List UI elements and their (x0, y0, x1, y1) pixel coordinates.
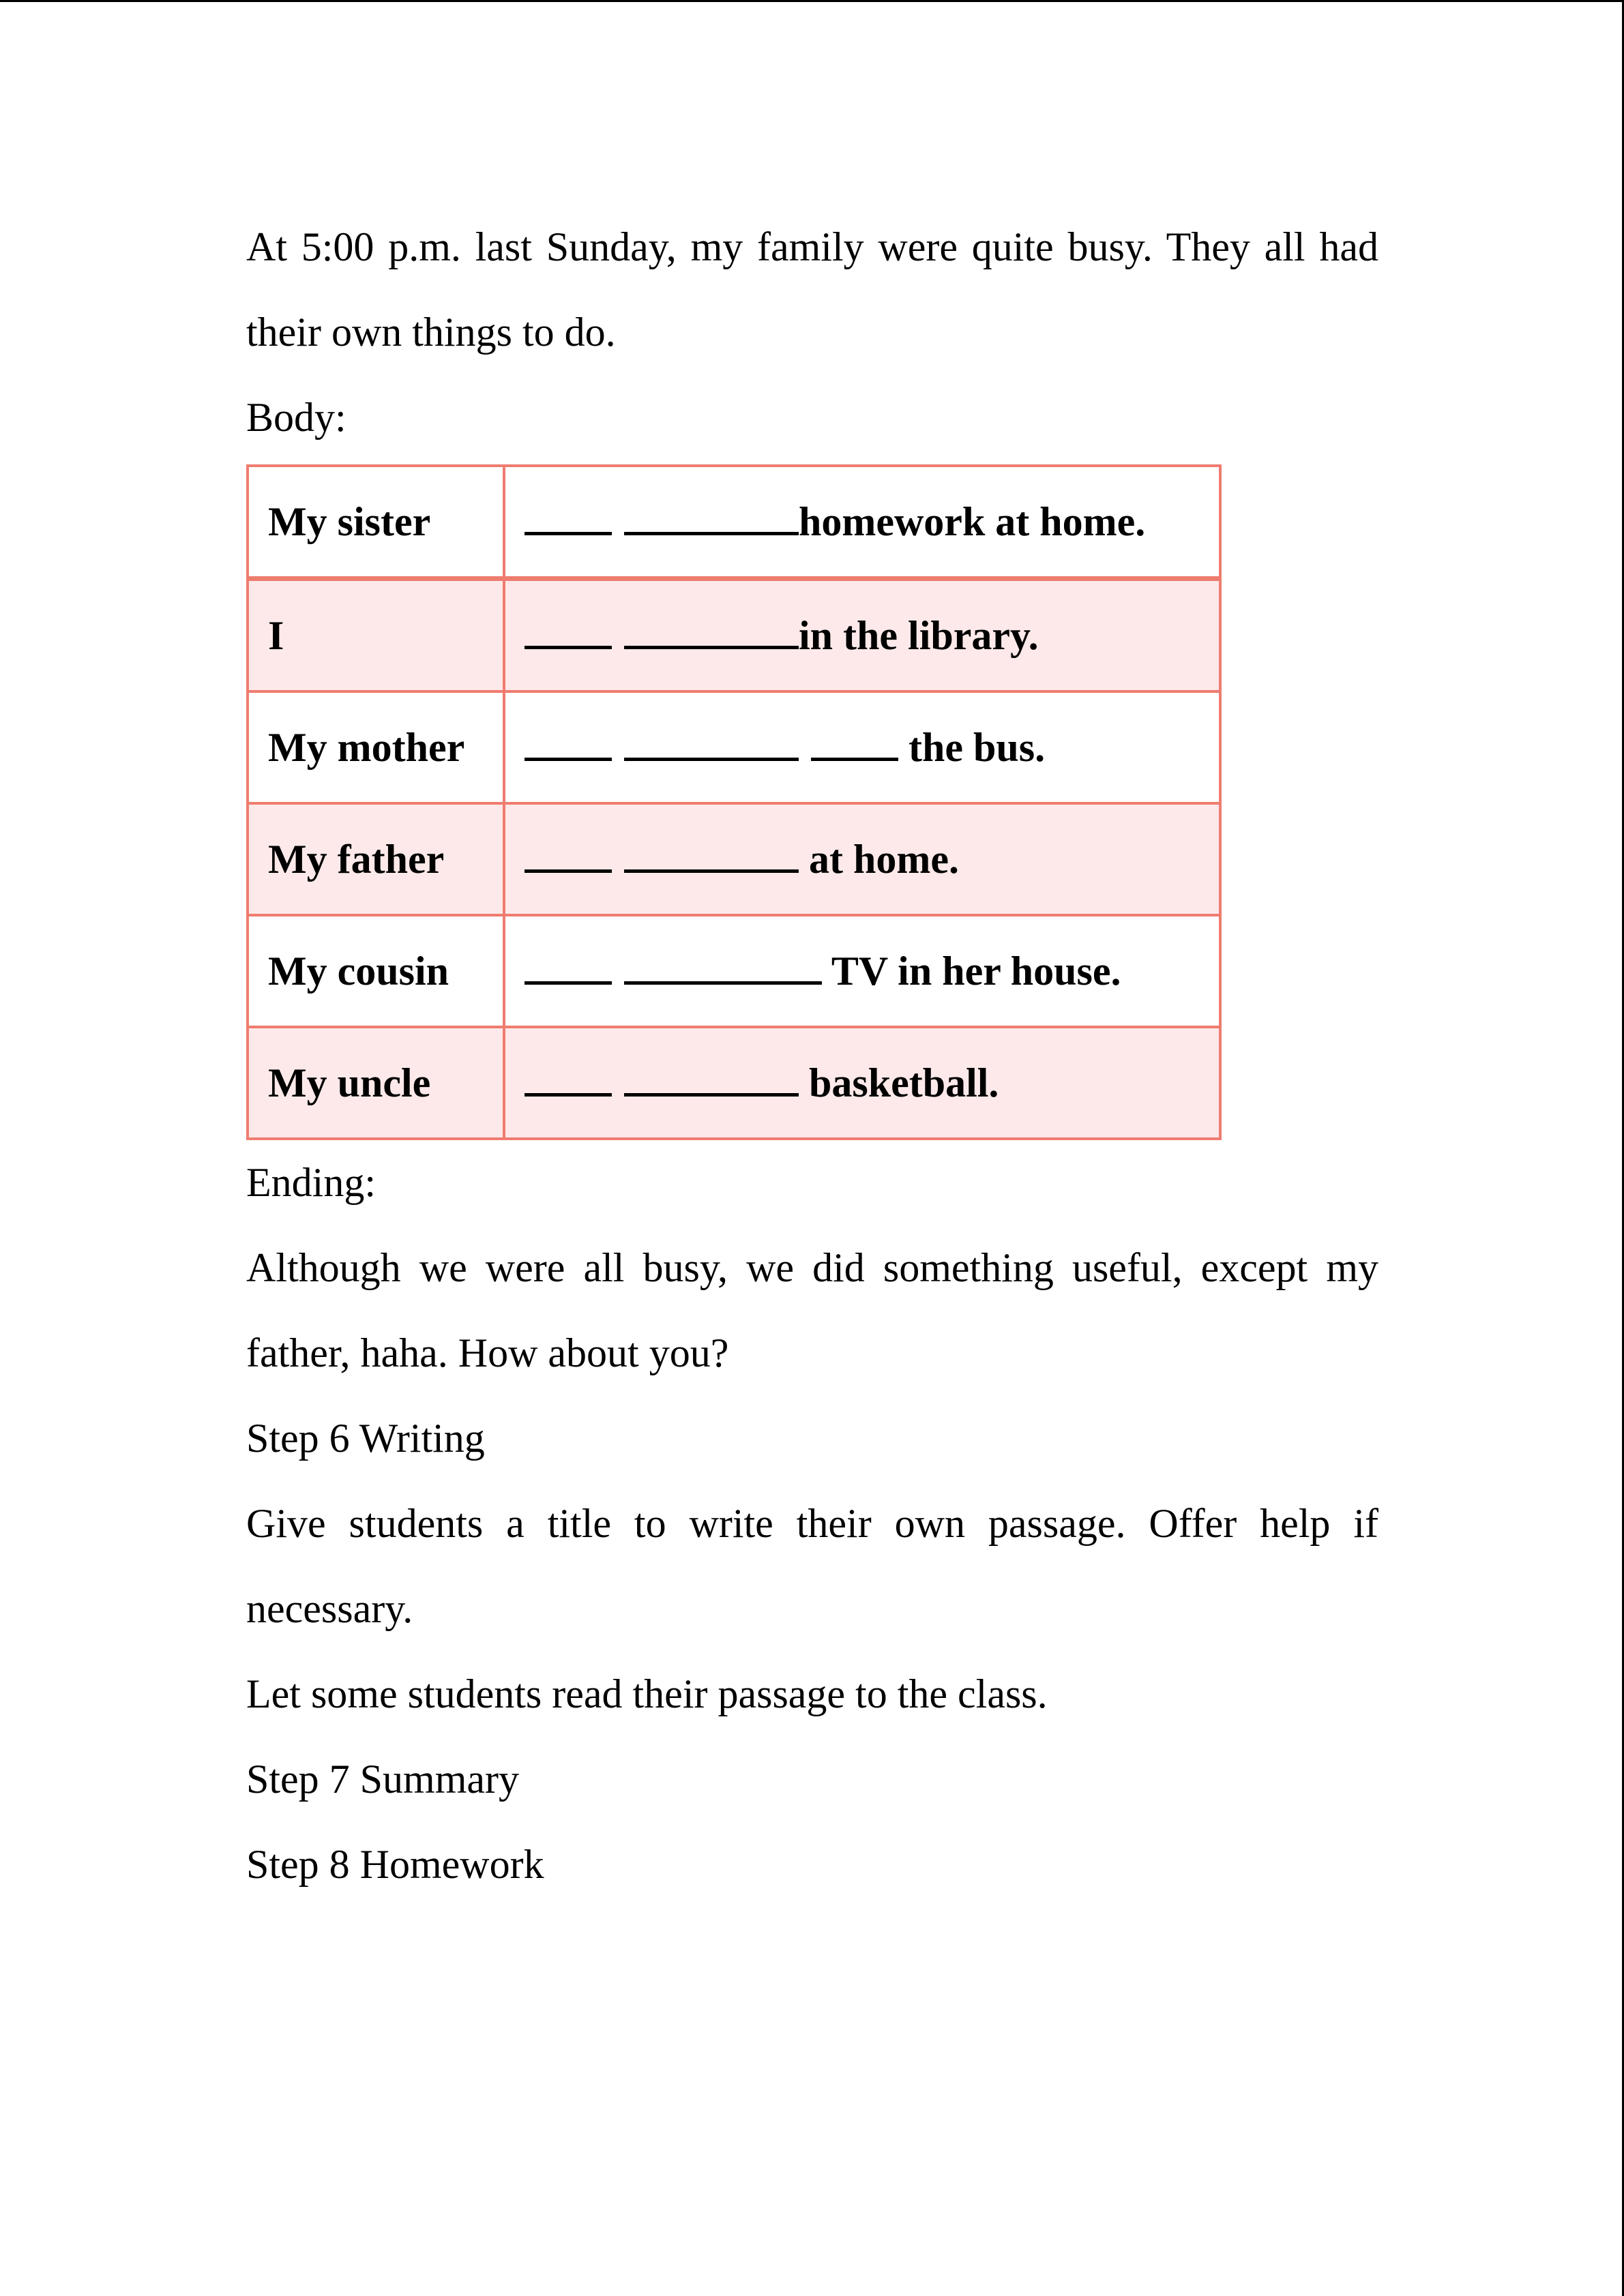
answer-blank[interactable] (624, 728, 799, 761)
answer-blank[interactable] (525, 951, 612, 985)
subject-cell: My father (248, 803, 504, 915)
ending-paragraph: Although we were all busy, we did something useful, except my father, haha. How about you? (246, 1245, 1378, 1375)
intro-paragraph: At 5:00 p.m. last Sunday, my family were quite busy. They all had their own things to do. (246, 224, 1378, 355)
answer-cell (504, 803, 1220, 915)
answer-cell (504, 579, 1220, 692)
table-row (248, 579, 1220, 692)
step6-heading: Step 6 Writing (246, 1416, 485, 1461)
table-row (248, 915, 1220, 1027)
answer-cell (504, 915, 1220, 1027)
step7-heading: Step 7 Summary (246, 1757, 519, 1802)
answer-blank[interactable] (624, 951, 822, 985)
answer-blank[interactable] (624, 1063, 799, 1097)
answer-text: TV in her house. (822, 948, 1121, 994)
subject-cell: My uncle (248, 1027, 504, 1139)
table-row (248, 803, 1220, 915)
document-page (246, 205, 1378, 1907)
answer-blank[interactable] (624, 839, 799, 873)
fill-in-table (246, 464, 1222, 1140)
page-top-border (0, 0, 1624, 2)
table-row (248, 466, 1220, 579)
body-label: Body: (246, 395, 346, 440)
answer-blank[interactable] (525, 616, 612, 649)
answer-blank[interactable] (624, 616, 799, 649)
answer-cell (504, 466, 1220, 579)
answer-text: homework at home. (799, 498, 1146, 544)
subject-cell: My sister (248, 466, 504, 579)
subject-cell: My cousin (248, 915, 504, 1027)
answer-text: the bus. (898, 724, 1046, 770)
subject-cell: My mother (248, 691, 504, 803)
answer-text: basketball. (799, 1060, 999, 1105)
answer-cell (504, 691, 1220, 803)
subject-cell: I (248, 579, 504, 692)
answer-blank[interactable] (525, 728, 612, 761)
step6-paragraph: Give students a title to write their own passage. Offer help if necessary. (246, 1501, 1378, 1631)
answer-blank[interactable] (525, 839, 612, 873)
answer-blank[interactable] (624, 502, 799, 535)
answer-blank[interactable] (525, 1063, 612, 1097)
answer-text: at home. (799, 836, 959, 882)
step8-heading: Step 8 Homework (246, 1842, 544, 1887)
ending-label: Ending: (246, 1160, 376, 1205)
answer-blank[interactable] (811, 728, 898, 761)
answer-cell (504, 1027, 1220, 1139)
answer-text: in the library. (799, 612, 1039, 658)
table-row (248, 691, 1220, 803)
step6-paragraph-2: Let some students read their passage to the class. (246, 1671, 1048, 1716)
answer-blank[interactable] (525, 502, 612, 535)
table-row (248, 1027, 1220, 1139)
